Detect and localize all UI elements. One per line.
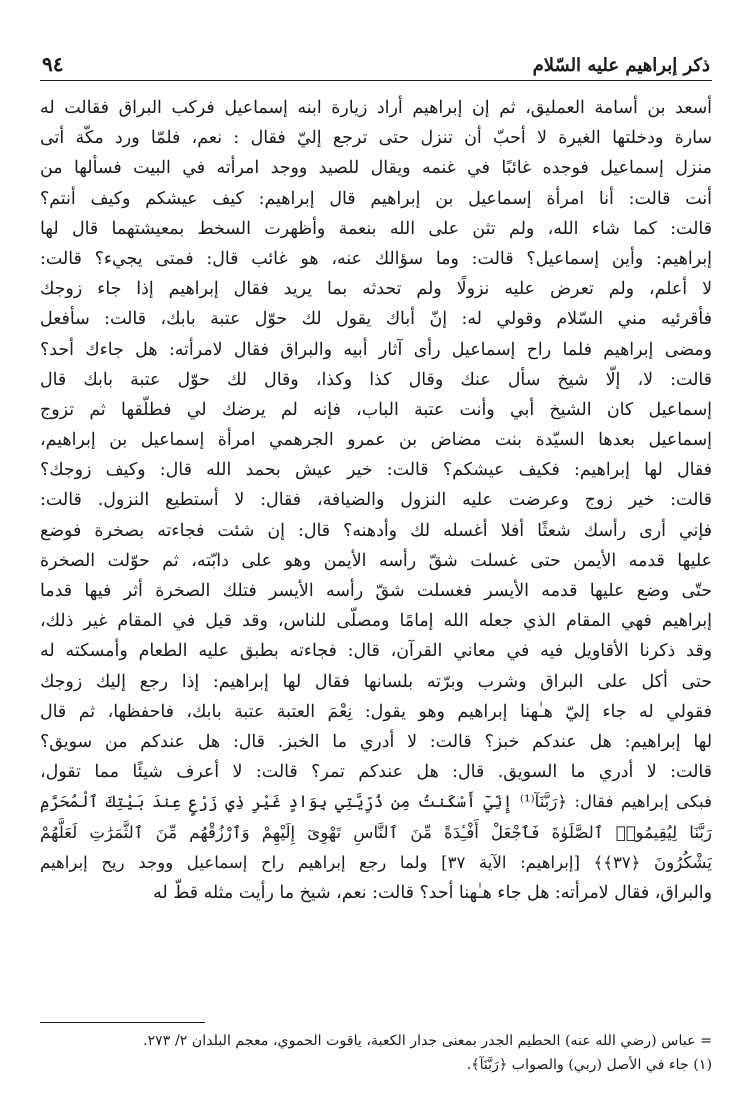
text-line: لها إبراهيم: هل عندكم خبز؟ قالت: لا أدري ما الخبز. قال: هل عندكم من سويق؟ <box>40 731 712 752</box>
page-number: ٩٤ <box>42 52 64 76</box>
text-line: قالت: كما شاء الله، ولم تثن على الله بنعمة وأظهرت السخط بمعيشتهما قال لها <box>40 218 712 239</box>
text-line: قالت: خير زوج وعرضت عليه النزول والضيافة، فقال: لا أستطيع النزول. قالت: <box>40 490 712 511</box>
text-line: قالت: لا أدري ما السويق. قال: هل عندكم تمر؟ قالت: لا أعرف شيئًا مما تقول، <box>40 762 712 783</box>
text-line: حتّى وضع عليها قدمه الأيسر فغسلت شقّ رأسه الأيسر فتلك الصخرة أثر فيها قدما <box>40 581 712 601</box>
footnote-1: (١) جاء في الأصل (ربي) والصواب ﴿رَبَّنَآ﴾. <box>466 1057 712 1073</box>
text-line: فقولي له جاء إليّ هـٰهنا إبراهيم وهو يقول: نِعْمَ العتبة عتبة بابك، فاحفظها، ثم قال <box>40 701 712 722</box>
text-line: إبراهيم: وأين إسماعيل؟ قالت: وما سؤالك عنه، هو غائب قال: فمتى يجيء؟ قالت: <box>40 248 712 269</box>
text-line: ومضى إبراهيم فلما راح إسماعيل رأى آثار أبيه والبراق فقال لامرأته: هل جاءك أحد؟ <box>40 339 712 360</box>
running-title: ذكر إبراهيم عليه السّلام <box>532 55 710 76</box>
running-header <box>40 52 712 81</box>
text-line: عليها قدمه الأيمن حتى غسلت شقّ رأسه الأيمن وهو على دابّته، ثم حوّلت الصخرة <box>40 550 712 571</box>
page <box>40 52 712 908</box>
text-line: فقال لها إبراهيم: فكيف عيشكم؟ قالت: خير عيش بحمد الله قال: وكيف زوجك؟ <box>40 460 712 481</box>
text-line: إسماعيل كان الشيخ أبي وأنت عتبة الباب، فإنه لم يرضك لي فطلّقها ثم تزوج <box>40 399 712 420</box>
text-line: إبراهيم فهي المقام الذي جعله الله إمامًا ومصلّى للناس، وقد قيل في المقام غير ذلك، <box>40 611 712 632</box>
text-line: منزل إسماعيل فوجده غائبًا في غنمه ويقال للصيد ووجد امرأته في البيت فسألها من <box>40 158 712 179</box>
text-line: فإني أرى رأسك شعثًا أفلا أغسله لك وأدهنه؟ قال: إن شئت فجاءته بصخرة فوضع <box>40 520 712 541</box>
footnote-divider <box>40 1022 205 1023</box>
footnotes <box>40 1022 712 1077</box>
quran-verse-line: يَشْكُرُونَ ﴿٣٧﴾﴾ [إبراهيم: الآية ٣٧] ولما رجع إبراهيم راح إسماعيل ووجد ريح إبراهيم <box>40 852 712 872</box>
main-text <box>40 93 712 908</box>
quran-verse-line: فبكى إبراهيم فقال: ﴿رَبَّنَآ⁽¹⁾ إِنِّيٓ أَسْكَنتُ مِن ذُرِّيَّتِي بِوَادٍ غَيْرِ ذِي زَرْعٍ عِندَ بَيْتِكَ ٱلْمُحَرَّمِ <box>40 792 712 812</box>
text-line: لا أعلم، ولم تعرض عليه نزولًا ولم تحدثه بما يريد فقال إبراهيم إذا جاء زوجك <box>40 279 712 300</box>
text-line: أنت قالت: أنا امرأة إسماعيل بن إبراهيم قال إبراهيم: كيف عيشكم وكيف أنتم؟ <box>40 188 712 209</box>
text-line: والبراق، فقال لامرأته: هل جاء هـٰهنا أحد؟ قالت: نعم، شيخ ما رأيت مثله قطّ له <box>153 882 712 903</box>
footnote-continued: = عباس (رضي الله عنه) الحطيم الجدر بمعنى جدار الكعبة، ياقوت الحموي، معجم البلدان ٢/ ٢٧٣. <box>143 1033 712 1049</box>
text-line: حتى أكل على البراق وشرب وبرّته بلسانها فقال لها إبراهيم: إذا رجع إليك زوجك <box>40 671 712 692</box>
text-line: سارة ودخلتها الغيرة لا أحبّ أن تنزل حتى ترجع إليّ فقال : نعم، فلمّا ورد مكّة أتى <box>40 128 712 149</box>
text-line: أسعد بن أسامة العمليق، ثم إن إبراهيم أراد زيارة ابنه إسماعيل فركب البراق فقالت له <box>40 98 712 118</box>
text-line: فأقرئيه مني السّلام وقولي له: إنّ أباك يقول لك حوّل عتبة بابك، قالت: سأفعل <box>40 309 712 330</box>
text-line: إسماعيل بعدها السيّدة بنت مضاض بن عمرو الجرهمي امرأة إسماعيل بن إبراهيم، <box>40 430 712 451</box>
text-line: وقد ذكرنا الأقاويل فيه في معاني القرآن، قال: فجاءته بطبق عليه الطعام وأمسكته له <box>40 641 712 662</box>
text-line: قالت: لا، إلّا شيخ سأل عنك وقال كذا وكذا، وقال لك حوّل عتبة بابك قال <box>40 369 712 390</box>
quran-verse-line: رَبَّنَا لِيُقِيمُوا۟ ٱلصَّلَوٰةَ فَٱجْعَلْ أَفْـِٔدَةً مِّنَ ٱلنَّاسِ تَهْوِىٓ إِلَيْهِمْ وَٱرْزُقْهُم مِّنَ ٱلثَّمَرَٰتِ لَعَلَّهُمْ <box>40 822 712 842</box>
